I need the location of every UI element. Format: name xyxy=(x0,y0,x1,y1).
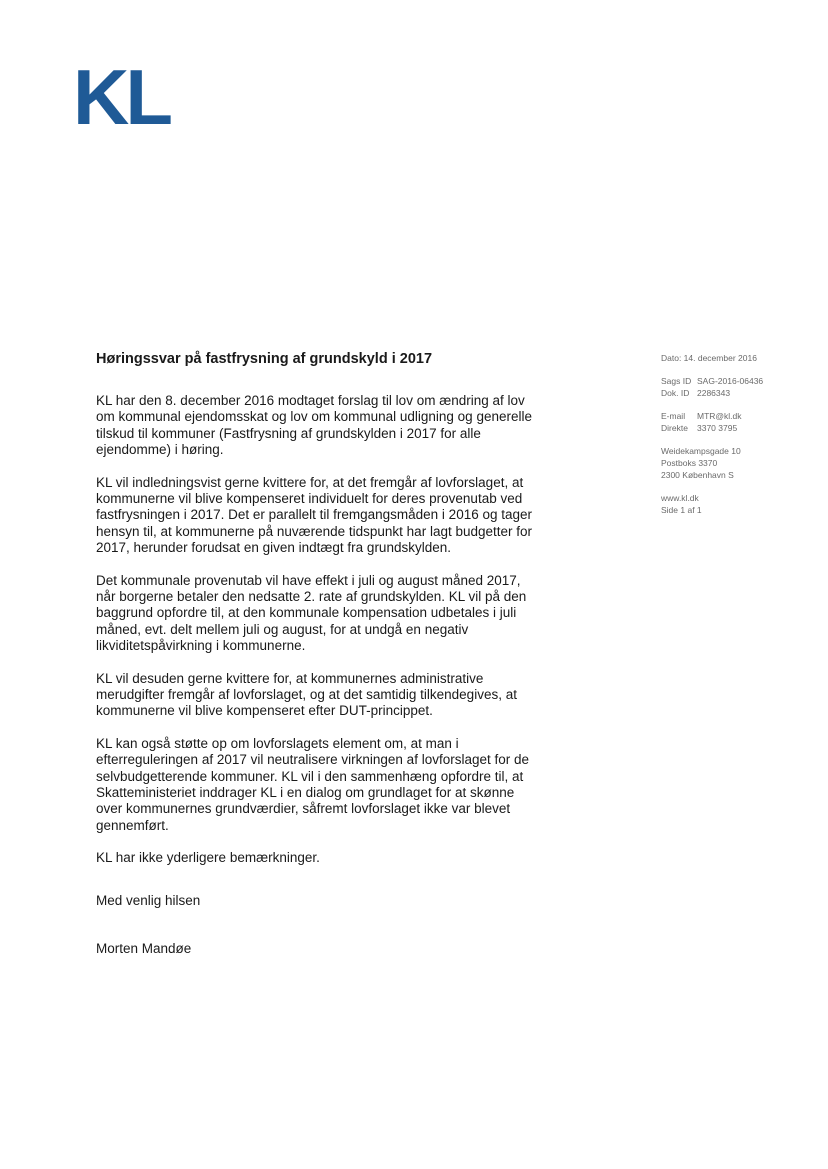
paragraph: KL har ikke yderligere bemærkninger. xyxy=(96,850,320,866)
greeting: Med venlig hilsen xyxy=(96,893,201,908)
letter-title: Høringssvar på fastfrysning af grundskyld i 2017 xyxy=(96,351,433,367)
paragraph: Det kommunale provenutab vil have effekt i juli og august måned 2017, når borgerne betaler den nedsatte 2. rate af grundskylden. KL vil på den baggrund opfordre til, at den kommunale kompensation udbetales i juli måned, evt. delt mellem juli og august, for at undgå en negativ likviditetspåvirkning i kommunerne. xyxy=(96,572,527,653)
contact-group xyxy=(661,410,821,434)
paragraph: KL vil indledningsvist gerne kvittere for, at det fremgår af lovforslaget, at kommunerne vil blive kompenseret individuelt for deres provenutab ved fastfrysningen i 2017. Det er parallelt til fremgangsmåden i 2016 og tager hensyn til, at kommunerne på nuværende tidspunkt har lagt budgetter for 2017, herunder forudsat en given indtægt fra grundskylden. xyxy=(96,474,533,555)
email-row xyxy=(661,410,821,422)
signature: Morten Mandøe xyxy=(96,941,192,956)
date-group xyxy=(661,352,821,364)
address-line: Weidekampsgade 10 xyxy=(661,446,741,456)
case-id-value: SAG-2016-06436 xyxy=(697,376,764,386)
case-id-label: Sags ID xyxy=(661,376,692,386)
doc-id-label: Dok. ID xyxy=(661,388,690,398)
case-id-row xyxy=(661,375,821,387)
address-line: Postboks 3370 xyxy=(661,458,718,468)
address-line: 2300 København S xyxy=(661,470,734,480)
paragraph: KL har den 8. december 2016 modtaget forslag til lov om ændring af lov om kommunal ejendomsskat og lov om kommunal udligning og generelle tilskud til kommuner (Fastfrysning af grundskylden i 2017 for alle ejendomme) i høring. xyxy=(96,393,532,457)
phone-value: 3370 3795 xyxy=(697,423,738,433)
kl-logo: KL xyxy=(73,53,169,141)
page-number: Side 1 af 1 xyxy=(661,505,702,515)
paragraph: KL kan også støtte op om lovforslagets element om, at man i efterreguleringen af 2017 vil neutralisere virkningen af lovforslaget for de selvbudgetterende kommuner. KL vil i den sammenhæng opfordre til, at Skatteministeriet inddrager KL i en dialog om grundlaget for at skønne over kommunernes grundværdier, såfremt lovforslaget ikke var blevet gennemført. xyxy=(96,736,530,833)
doc-id-value: 2286343 xyxy=(697,388,731,398)
date-text: Dato: 14. december 2016 xyxy=(661,353,757,363)
web-group xyxy=(661,492,821,516)
address-group xyxy=(661,445,821,481)
email-label: E-mail xyxy=(661,411,686,421)
doc-id-row xyxy=(661,387,821,399)
id-group xyxy=(661,375,821,399)
website-link[interactable]: www.kl.dk xyxy=(661,493,699,503)
paragraph: KL vil desuden gerne kvittere for, at kommunernes administrative merudgifter fremgår af lovforslaget, og at det samtidig tilkendegives, at kommunerne vil blive kompenseret efter DUT-princippet. xyxy=(96,670,517,719)
email-value[interactable]: MTR@kl.dk xyxy=(697,411,742,421)
phone-row xyxy=(661,422,821,434)
metadata-sidebar xyxy=(661,352,821,527)
phone-label: Direkte xyxy=(661,423,688,433)
letter-body xyxy=(96,393,566,883)
